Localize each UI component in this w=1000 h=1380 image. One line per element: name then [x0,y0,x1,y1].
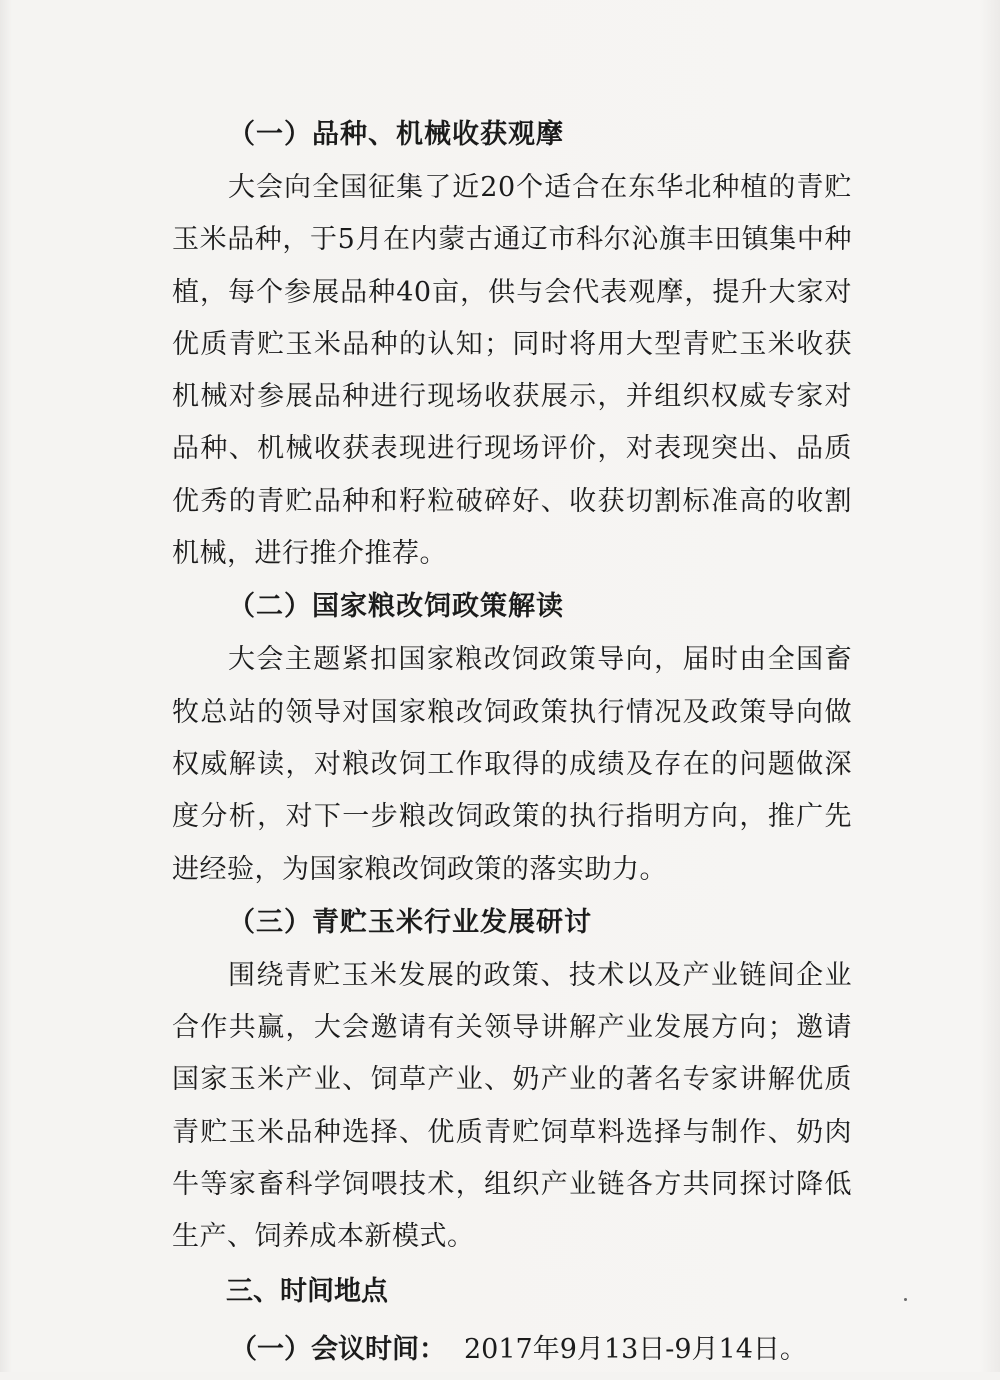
section-title-time-place: 三、时间地点 [226,1275,388,1307]
subheading-varieties-harvest: （一）品种、机械收获观摩 [228,119,564,150]
subheading-industry-discussion: （三）青贮玉米行业发展研讨 [228,906,592,938]
subheading-policy-interpretation: （二）国家粮改饲政策解读 [228,591,564,623]
document-body [172,108,852,1380]
meeting-time-value: 2017年9月13日-9月14日。 [464,1333,807,1365]
meeting-time-line [172,1320,852,1380]
paragraph-policy-interpretation: 大会主题紧扣国家粮改饲政策导向，届时由全国畜牧总站的领导对国家粮改饲政策执行情况及政策导向做权威解读，对粮改饲工作取得的成绩及存在的问题做深度分析，对下一步粮改饲政策的执行指明方向，推广先进经验，为国家粮改饲政策的落实助力。 [172,644,852,885]
scan-speck [904,1298,907,1301]
paragraph-varieties-harvest: 大会向全国征集了近20个适合在东华北种植的青贮玉米品种，于5月在内蒙古通辽市科尔沁旗丰田镇集中种植，每个参展品种40亩，供与会代表观摩，提升大家对优质青贮玉米品种的认知；同时将用大型青贮玉米收获机械对参展品种进行现场收获展示，并组织权威专家对品种、机械收获表现进行现场评价，对表现突出、品质优秀的青贮品种和籽粒破碎好、收获切割标准高的收割机械，进行推介推荐。 [172,172,852,570]
paragraph-industry-discussion: 围绕青贮玉米发展的政策、技术以及产业链间企业合作共赢，大会邀请有关领导讲解产业发展方向；邀请国家玉米产业、饲草产业、奶产业的著名专家讲解优质青贮玉米品种选择、优质青贮饲草料选择与制作、奶肉牛等家畜科学饲喂技术，组织产业链各方共同探讨降低生产、饲养成本新模式。 [172,959,852,1253]
meeting-time-label: （一）会议时间： [230,1333,446,1365]
